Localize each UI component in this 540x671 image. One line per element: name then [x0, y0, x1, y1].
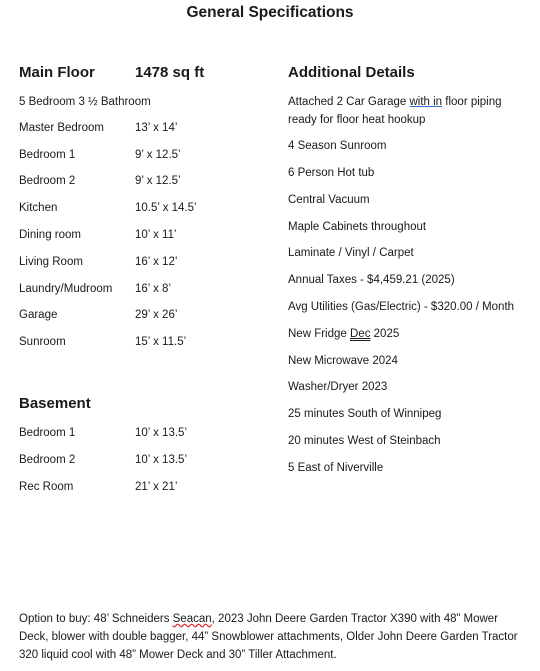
room-size: 9’ x 12.5’: [135, 175, 181, 188]
room-size: 15’ x 11.5’: [135, 336, 187, 349]
room-name: Sunroom: [19, 336, 66, 349]
room-size: 10.5’ x 14.5’: [135, 202, 197, 215]
room-row: [19, 120, 269, 137]
room-row: [19, 200, 269, 217]
detail-item: 6 Person Hot tub: [288, 167, 375, 180]
detail-item: 5 East of Niverville: [288, 461, 384, 474]
main-floor-rooms-list: [19, 120, 269, 351]
room-row: [19, 452, 269, 469]
detail-text: Attached 2 Car Garage: [288, 96, 410, 108]
room-size: 10’ x 11’: [135, 228, 177, 241]
room-size: 21’ x 21’: [135, 480, 178, 493]
detail-item: 20 minutes West of Steinbach: [288, 435, 441, 448]
room-row: [19, 281, 269, 298]
detail-text: floor piping ready for floor heat hookup: [288, 96, 502, 126]
room-size: 10’ x 13.5’: [135, 453, 187, 466]
room-size: 13’ x 14’: [135, 121, 178, 134]
room-size: 10’ x 13.5’: [135, 427, 187, 439]
additional-details-heading: Additional Details: [288, 64, 415, 81]
additional-details-header: [288, 63, 528, 83]
room-row: [19, 147, 269, 164]
document-title: General Specifications: [186, 4, 354, 21]
main-floor-header: [19, 63, 269, 83]
room-row: [19, 227, 269, 244]
detail-item-fridge: [288, 326, 528, 344]
detail-item: Annual Taxes - $4,459.21 (2025): [288, 274, 455, 287]
room-row: [19, 173, 269, 190]
detail-item: Central Vacuum: [288, 193, 370, 206]
detail-text: New Fridge: [288, 327, 350, 340]
detail-text-underlined: with in: [409, 96, 443, 108]
option-to-buy-paragraph: [19, 610, 519, 664]
room-name: Laundry/Mudroom: [19, 282, 113, 295]
additional-details-section: [288, 63, 528, 477]
footer-text-misspelled: Seacan: [172, 613, 212, 625]
detail-item: 25 minutes South of Winnipeg: [288, 408, 442, 421]
main-floor-section: [19, 63, 269, 351]
room-size: 16’ x 8’: [135, 282, 172, 295]
footer-text: , 2023 John Deere Garden Tractor X390 with 48” Mower Deck, blower with double bagger, 44” Snowblower attachments, Older John Deere Garden Tractor 320 liquid cool with 48” Mower Deck and 30” Tiller Attachment.: [19, 613, 518, 661]
room-size: 9’ x 12.5’: [135, 148, 181, 161]
detail-text: 2025: [370, 327, 400, 340]
room-name: Garage: [19, 309, 58, 322]
room-name: Bedroom 1: [19, 148, 76, 161]
detail-text-underlined: Dec: [350, 327, 371, 340]
room-row: [19, 307, 269, 324]
detail-item: Maple Cabinets throughout: [288, 220, 427, 233]
detail-item-garage: [288, 94, 528, 129]
footer-text: Option to buy: 48’ Schneiders: [19, 613, 173, 625]
room-name: Dining room: [19, 228, 81, 241]
room-name: Kitchen: [19, 202, 58, 215]
room-row: [19, 254, 269, 271]
room-name: Living Room: [19, 255, 83, 268]
room-name: Bedroom 1: [19, 427, 76, 439]
room-size: 29’ x 26’: [135, 309, 178, 322]
room-name: Bedroom 2: [19, 453, 76, 466]
detail-item: 4 Season Sunroom: [288, 140, 387, 153]
detail-item: Laminate / Vinyl / Carpet: [288, 247, 414, 260]
basement-heading: Basement: [19, 395, 91, 412]
room-size: 16’ x 12’: [135, 255, 178, 268]
room-name: Bedroom 2: [19, 175, 76, 188]
detail-item: New Microwave 2024: [288, 354, 398, 367]
room-name: Rec Room: [19, 480, 74, 493]
room-row: [19, 425, 269, 442]
basement-rooms-list: [19, 425, 269, 496]
detail-item: Washer/Dryer 2023: [288, 381, 388, 394]
basement-header: [19, 394, 269, 414]
main-floor-area: 1478 sq ft: [135, 64, 205, 81]
basement-section: [19, 394, 269, 496]
main-floor-heading: Main Floor: [19, 64, 95, 81]
room-row: [19, 479, 269, 496]
room-row: [19, 334, 269, 351]
detail-item: Avg Utilities (Gas/Electric) - $320.00 / Month: [288, 301, 515, 314]
room-name: Master Bedroom: [19, 121, 105, 134]
main-floor-summary: 5 Bedroom 3 ½ Bathroom: [19, 96, 151, 108]
